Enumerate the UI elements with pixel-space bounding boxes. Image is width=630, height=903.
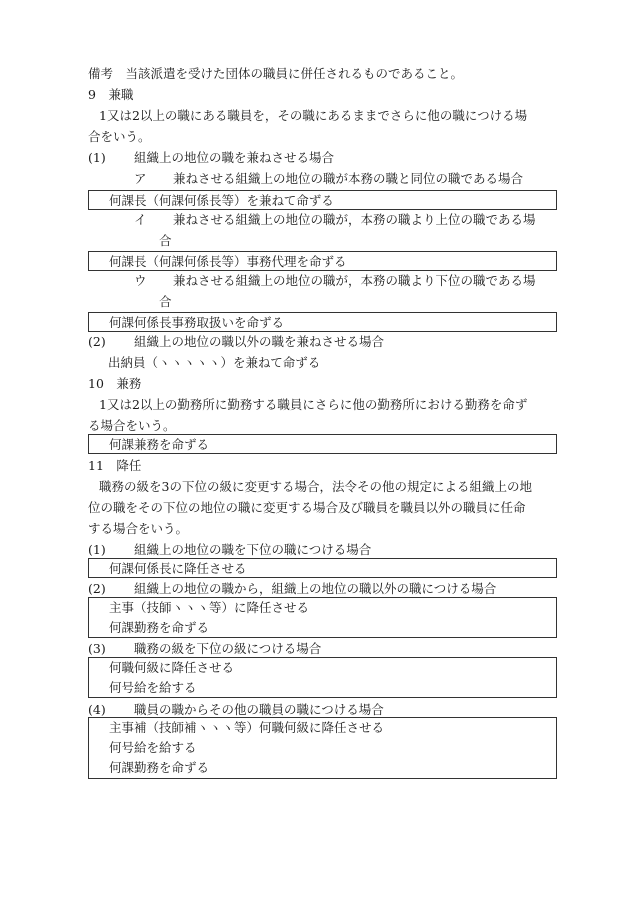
example-text: 主事補（技師補ヽヽヽ等）何職何級に降任させる bbox=[109, 720, 385, 735]
example-text: 何課何係長事務取扱いを命ずる bbox=[109, 315, 285, 330]
item-text: 組織上の地位の職を兼ねさせる場合 bbox=[134, 150, 335, 165]
item-number: (3) bbox=[88, 641, 106, 656]
example-box bbox=[88, 434, 557, 454]
example-text: 何課勤務を命ずる bbox=[109, 620, 210, 635]
example-text: 主事（技師ヽヽヽ等）に降任させる bbox=[109, 600, 310, 615]
item-text: 組織上の地位の職以外の職を兼ねさせる場合 bbox=[134, 334, 385, 349]
item-text: 職員の職からその他の職員の職につける場合 bbox=[134, 702, 384, 717]
example-text: 何職何級に降任させる bbox=[109, 660, 235, 675]
example-text: 何課何係長に降任させる bbox=[109, 561, 247, 576]
example-text: 何課勤務を命ずる bbox=[109, 760, 210, 775]
section-9-definition-cont: 合をいう。 bbox=[88, 129, 151, 144]
item-number: (1) bbox=[88, 150, 106, 165]
example-box bbox=[88, 717, 557, 779]
example-box bbox=[88, 312, 557, 332]
item-number: (2) bbox=[88, 334, 106, 349]
sub-item-label: ア bbox=[134, 171, 147, 186]
item-text: 職務の級を下位の級につける場合 bbox=[134, 641, 322, 656]
sub-item-label: イ bbox=[134, 212, 147, 227]
section-10-definition-cont: る場合をいう。 bbox=[88, 418, 176, 433]
remark-line: 備考 当該派遣を受けた団体の職員に併任されるものであること。 bbox=[88, 66, 464, 81]
example-text: 何課兼務を命ずる bbox=[109, 437, 210, 452]
example-text: 何課長（何課何係長等）事務代理を命ずる bbox=[109, 254, 347, 269]
section-10-definition: 1又は2以上の勤務所に勤務する職員にさらに他の勤務所における勤務を命ず bbox=[99, 397, 528, 412]
section-9-heading: 9 兼職 bbox=[88, 87, 134, 102]
sub-item-text: 兼ねさせる組織上の地位の職が，本務の職より下位の職である場 bbox=[173, 273, 536, 288]
section-10-heading: 10 兼務 bbox=[88, 376, 142, 391]
item-number: (1) bbox=[88, 542, 106, 557]
example-text: 何号給を給する bbox=[109, 740, 197, 755]
example-text: 何課長（何課何係長等）を兼ねて命ずる bbox=[109, 193, 334, 208]
sub-item-label: ウ bbox=[134, 273, 147, 288]
item-number: (4) bbox=[88, 702, 106, 717]
item-text: 組織上の地位の職を下位の職につける場合 bbox=[134, 542, 372, 557]
example-box bbox=[88, 597, 557, 638]
sub-item-text: 兼ねさせる組織上の地位の職が本務の職と同位の職である場合 bbox=[173, 171, 524, 186]
item-text: 組織上の地位の職から，組織上の地位の職以外の職につける場合 bbox=[134, 581, 497, 596]
example-text: 何号給を給する bbox=[109, 680, 197, 695]
sub-item-text: 兼ねさせる組織上の地位の職が，本務の職より上位の職である場 bbox=[173, 212, 536, 227]
example-box bbox=[88, 657, 557, 698]
section-9-definition: 1又は2以上の職にある職員を，その職にあるままでさらに他の職につける場 bbox=[99, 108, 528, 123]
item-number: (2) bbox=[88, 581, 106, 596]
section-11-heading: 11 降任 bbox=[88, 458, 142, 473]
example-box bbox=[88, 558, 557, 578]
section-11-definition-cont: する場合をいう。 bbox=[88, 521, 189, 536]
section-11-definition: 職務の級を3の下位の級に変更する場合，法令その他の規定による組織上の地 bbox=[99, 479, 532, 494]
section-11-definition-cont: 位の職をその下位の地位の職に変更する場合及び職員を職員以外の職員に任命 bbox=[88, 500, 526, 515]
example-box bbox=[88, 190, 557, 210]
example-box bbox=[88, 251, 557, 271]
example-text: 出納員（ヽヽヽヽヽ）を兼ねて命ずる bbox=[108, 355, 321, 370]
sub-item-text-cont: 合 bbox=[159, 294, 172, 309]
sub-item-text-cont: 合 bbox=[159, 233, 172, 248]
